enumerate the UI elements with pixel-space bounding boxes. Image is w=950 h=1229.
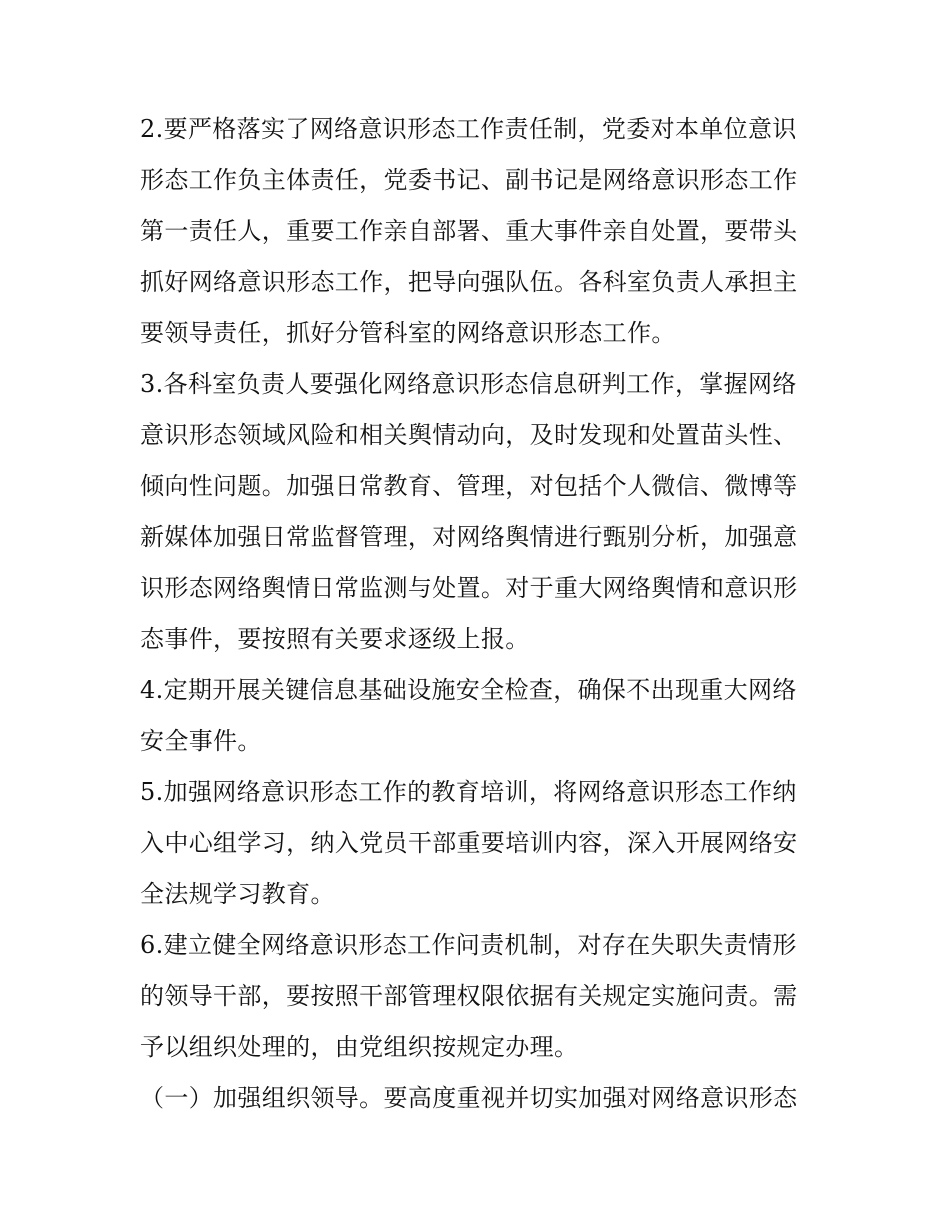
- document-body: [140, 104, 830, 1124]
- text-line-14: 5.加强网络意识形态工作的教育培训，将网络意识形态工作纳: [140, 778, 797, 806]
- text-line-5: 要领导责任，抓好分管科室的网络意识形态工作。: [140, 319, 676, 347]
- text-line-12: 4.定期开展关键信息基础设施安全检查，确保不出现重大网络: [140, 676, 797, 704]
- text-line-19: 予以组织处理的，由党组织按规定办理。: [140, 1033, 579, 1061]
- text-line-20: （一）加强组织领导。要高度重视并切实加强对网络意识形态: [140, 1084, 798, 1112]
- text-line-2: 形态工作负主体责任，党委书记、副书记是网络意识形态工作: [140, 166, 798, 194]
- text-line-10: 识形态网络舆情日常监测与处置。对于重大网络舆情和意识形: [140, 574, 798, 602]
- text-line-6: 3.各科室负责人要强化网络意识形态信息研判工作，掌握网络: [140, 370, 797, 398]
- text-line-7: 意识形态领域风险和相关舆情动向，及时发现和处置苗头性、: [140, 421, 798, 449]
- text-line-9: 新媒体加强日常监督管理，对网络舆情进行甄别分析，加强意: [140, 523, 798, 551]
- text-line-11: 态事件，要按照有关要求逐级上报。: [140, 625, 530, 653]
- text-line-15: 入中心组学习，纳入党员干部重要培训内容，深入开展网络安: [140, 829, 798, 857]
- text-line-16: 全法规学习教育。: [140, 880, 335, 908]
- text-line-17: 6.建立健全网络意识形态工作问责机制，对存在失职失责情形: [140, 931, 797, 959]
- text-line-1: 2.要严格落实了网络意识形态工作责任制，党委对本单位意识: [140, 115, 797, 143]
- text-line-4: 抓好网络意识形态工作，把导向强队伍。各科室负责人承担主: [140, 268, 798, 296]
- text-line-3: 第一责任人，重要工作亲自部署、重大事件亲自处置，要带头: [140, 217, 798, 245]
- text-line-8: 倾向性问题。加强日常教育、管理，对包括个人微信、微博等: [140, 472, 798, 500]
- text-line-13: 安全事件。: [140, 727, 262, 755]
- text-line-18: 的领导干部，要按照干部管理权限依据有关规定实施问责。需: [140, 982, 798, 1010]
